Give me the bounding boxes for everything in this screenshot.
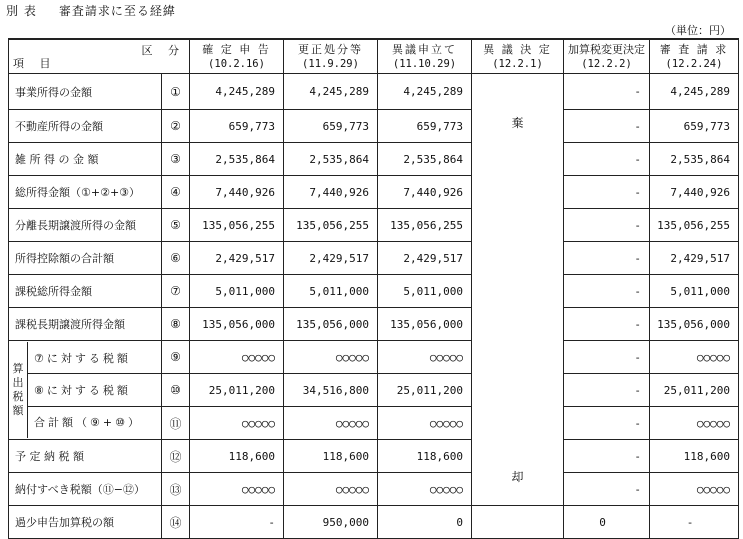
value-cell: 2,535,864 [284,143,378,176]
corner-top-label: 区 分 [141,44,185,57]
review-request-cell: 2,535,864 [650,143,739,176]
value-cell: 4,245,289 [378,74,472,110]
penalty-change-cell: - [564,74,650,110]
value-cell: 135,056,255 [284,209,378,242]
review-request-cell: 118,600 [650,440,739,473]
value-cell: 118,600 [378,440,472,473]
review-request-cell: ○○○○○ [650,341,739,374]
value-cell: ○○○○○ [284,341,378,374]
row-index: ③ [162,143,190,176]
value-cell: ○○○○○ [190,407,284,440]
value-cell: 659,773 [190,110,284,143]
penalty-change-cell: - [564,374,650,407]
row-label: ⑧に対する税額 [28,374,161,406]
value-cell: 0 [378,506,472,539]
value-cell: 659,773 [378,110,472,143]
row-label: 過少申告加算税の額 [9,506,162,539]
row-index: ⑤ [162,209,190,242]
row-label: 分離長期譲渡所得の金額 [9,209,162,242]
unit-label: （単位：円） [665,24,731,37]
value-cell: 34,516,800 [284,374,378,407]
value-cell: 118,600 [190,440,284,473]
value-cell: 7,440,926 [190,176,284,209]
table-row [9,308,739,341]
review-request-cell: 4,245,289 [650,74,739,110]
value-cell: 5,011,000 [190,275,284,308]
history-table [8,38,739,539]
value-cell: - [190,506,284,539]
review-request-cell: - [650,506,739,539]
document-title [6,2,176,19]
penalty-change-cell: - [564,341,650,374]
col-header-3: 異議申立て (11.10.29) [378,39,472,74]
corner-bottom-label: 項 目 [13,57,57,70]
value-cell: 4,245,289 [284,74,378,110]
penalty-change-cell: - [564,242,650,275]
tax-group-cell [9,341,162,440]
row-label: 所得控除額の合計額 [9,242,162,275]
table-row [9,506,739,539]
tax-group-char: 税 [12,390,24,403]
row-label: 予 定 納 税 額 [9,440,162,473]
title-main: 審査請求に至る経緯 [58,4,176,18]
decision-text-bottom: 却 [511,470,524,484]
col-header-5: 加算税変更決定 (12.2.2) [564,39,650,74]
table-row [9,341,739,374]
row-label: 雑 所 得 の 金 額 [9,143,162,176]
value-cell: 118,600 [284,440,378,473]
value-cell: 7,440,926 [378,176,472,209]
table-row [9,473,739,506]
row-index: ⑥ [162,242,190,275]
header-row [9,39,739,74]
table-row [9,275,739,308]
table-row [9,209,739,242]
value-cell: 659,773 [284,110,378,143]
table-row [9,110,739,143]
value-cell: 135,056,000 [378,308,472,341]
value-cell: ○○○○○ [284,407,378,440]
row-index: ⑭ [162,506,190,539]
penalty-change-cell: - [564,308,650,341]
table-row [9,440,739,473]
row-index: ⑧ [162,308,190,341]
review-request-cell: ○○○○○ [650,407,739,440]
value-cell: 4,245,289 [190,74,284,110]
row-label: 納付すべき税額（⑪−⑫） [9,473,162,506]
penalty-change-cell: - [564,275,650,308]
corner-cell [9,39,190,74]
tax-group-label [9,342,28,438]
row-index: ⑪ [162,407,190,440]
value-cell: 5,011,000 [378,275,472,308]
penalty-change-cell: 0 [564,506,650,539]
value-cell: 135,056,255 [378,209,472,242]
value-cell: 25,011,200 [190,374,284,407]
title-prefix: 別 表 [6,4,37,18]
table-row [9,242,739,275]
value-cell: ○○○○○ [190,341,284,374]
value-cell: 950,000 [284,506,378,539]
row-label: ⑦に対する税額 [28,342,161,374]
value-cell: ○○○○○ [378,473,472,506]
row-index: ② [162,110,190,143]
penalty-change-cell: - [564,473,650,506]
penalty-change-cell: - [564,440,650,473]
penalty-change-cell: - [564,110,650,143]
table-row [9,176,739,209]
table-row [9,143,739,176]
row-index: ⑫ [162,440,190,473]
value-cell: 2,429,517 [190,242,284,275]
value-cell: ○○○○○ [190,473,284,506]
row-label: 課税長期譲渡所得金額 [9,308,162,341]
value-cell: 2,429,517 [378,242,472,275]
penalty-change-cell: - [564,407,650,440]
value-cell: ○○○○○ [378,407,472,440]
review-request-cell: 2,429,517 [650,242,739,275]
review-request-cell: 659,773 [650,110,739,143]
value-cell: 2,429,517 [284,242,378,275]
penalty-change-cell: - [564,176,650,209]
row-label: 不動産所得の金額 [9,110,162,143]
value-cell: 25,011,200 [378,374,472,407]
col-header-6: 審 査 請 求 (12.2.24) [650,39,739,74]
review-request-cell: 5,011,000 [650,275,739,308]
row-index: ① [162,74,190,110]
value-cell: ○○○○○ [378,341,472,374]
col-header-1: 確 定 申 告 (10.2.16) [190,39,284,74]
value-cell: 5,011,000 [284,275,378,308]
row-label: 合計額（⑨+⑩） [34,416,142,430]
decision-text-top: 棄 [511,116,524,130]
review-request-cell: 7,440,926 [650,176,739,209]
tax-group-char: 額 [12,404,24,417]
table-row [9,74,739,110]
value-cell: ○○○○○ [284,473,378,506]
value-cell: 7,440,926 [284,176,378,209]
value-cell: 135,056,255 [190,209,284,242]
decision-value-cell [472,506,564,539]
row-index: ⑬ [162,473,190,506]
review-request-cell: 135,056,255 [650,209,739,242]
row-index: ⑩ [162,374,190,407]
row-index: ⑨ [162,341,190,374]
review-request-cell: 135,056,000 [650,308,739,341]
row-index: ⑦ [162,275,190,308]
tax-group-char: 出 [12,376,24,389]
col-header-4: 異 議 決 定 (12.2.1) [472,39,564,74]
value-cell: 2,535,864 [378,143,472,176]
decision-cell [472,74,564,506]
row-index: ④ [162,176,190,209]
value-cell: 2,535,864 [190,143,284,176]
row-label: 課税総所得金額 [9,275,162,308]
row-label: 総所得金額（①+②+③） [9,176,162,209]
penalty-change-cell: - [564,143,650,176]
penalty-change-cell: - [564,209,650,242]
review-request-cell: ○○○○○ [650,473,739,506]
value-cell: 135,056,000 [190,308,284,341]
row-label: 事業所得の金額 [9,74,162,110]
value-cell: 135,056,000 [284,308,378,341]
col-header-2: 更正処分等 (11.9.29) [284,39,378,74]
tax-group-char: 算 [12,362,24,375]
review-request-cell: 25,011,200 [650,374,739,407]
